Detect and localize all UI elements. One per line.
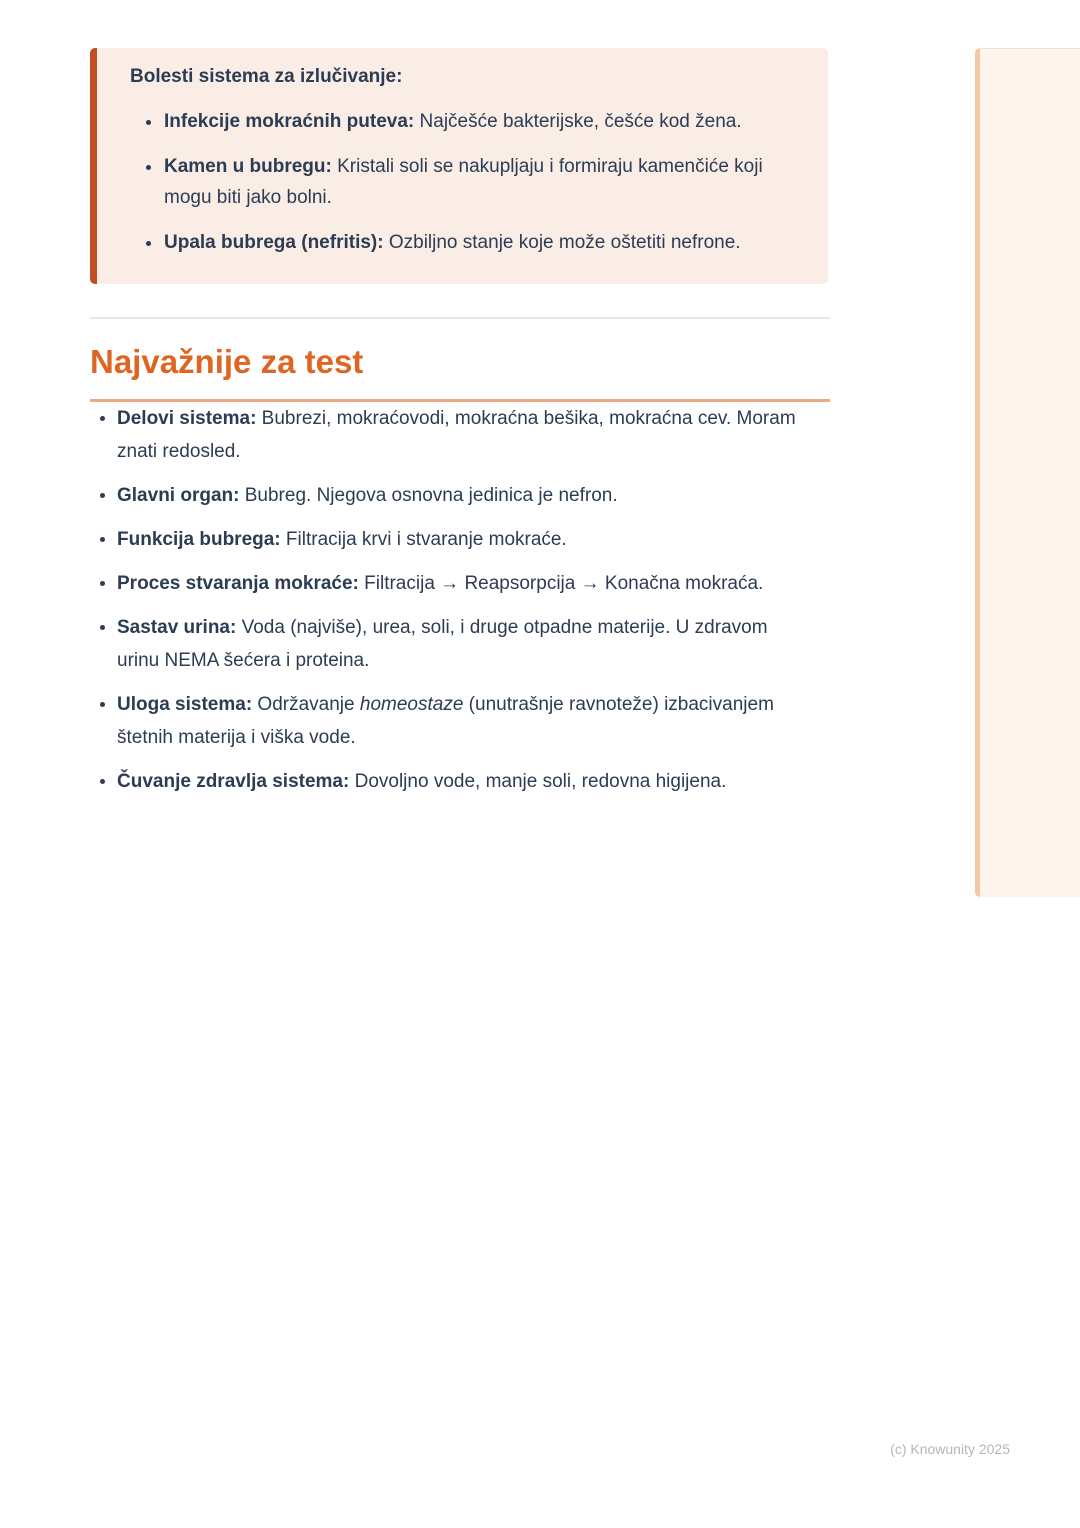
callout-item-body: Kristali soli se nakupljaju i formiraju kamenčiće koji mogu biti jako bolni. <box>164 156 763 208</box>
bullet-icon <box>100 581 105 586</box>
bullet-icon <box>100 779 105 784</box>
callout-title: Bolesti sistema za izlučivanje: <box>130 66 403 87</box>
callout-item-text <box>164 106 742 137</box>
copyright-text: (c) Knowunity 2025 <box>890 1441 1010 1457</box>
callout-item-term: Infekcije mokraćnih puteva: <box>164 111 415 132</box>
list-item <box>90 402 830 468</box>
callout-item-body: Ozbiljno stanje koje može oštetiti nefrone. <box>383 232 741 253</box>
list-item <box>90 765 830 798</box>
list-item-text <box>117 688 807 754</box>
callout-item <box>130 106 798 137</box>
bullet-icon <box>100 702 105 707</box>
list-item-body: Dovoljno vode, manje soli, redovna higijena. <box>349 771 727 792</box>
bullet-icon <box>100 493 105 498</box>
list-item <box>90 611 830 677</box>
list-item-body: Voda (najviše), urea, soli, i druge otpadne materije. U zdravom urinu NEMA šećera i proteina. <box>117 617 768 671</box>
list-item-body: Održavanje <box>252 694 360 715</box>
list-item-italic: homeostaze <box>359 694 464 715</box>
callout-item <box>130 227 798 258</box>
list-item <box>90 567 830 600</box>
callout-item-term: Kamen u bubregu: <box>164 156 332 177</box>
list-item-body: Bubreg. Njegova osnovna jedinica je nefron. <box>239 485 618 506</box>
callout-item-body: Najčešće bakterijske, češće kod žena. <box>414 111 742 132</box>
list-item-term: Delovi sistema: <box>117 408 257 429</box>
callout-list <box>130 106 798 258</box>
bullet-icon <box>146 120 151 125</box>
callout-box <box>90 48 828 284</box>
bullet-icon <box>100 416 105 421</box>
list-item-term: Proces stvaranja mokraće: <box>117 573 359 594</box>
keypoints-list <box>90 402 830 798</box>
list-item-term: Sastav urina: <box>117 617 237 638</box>
list-item-text <box>117 402 807 468</box>
list-item-text <box>117 567 763 600</box>
list-item <box>90 479 830 512</box>
bullet-icon <box>146 165 151 170</box>
list-item-text <box>117 765 726 798</box>
section-divider <box>90 317 830 319</box>
list-item-term: Funkcija bubrega: <box>117 529 281 550</box>
section-title: Najvažnije za test <box>90 343 364 380</box>
list-item-text <box>117 479 618 512</box>
list-item <box>90 523 830 556</box>
list-item-term: Čuvanje zdravlja sistema: <box>117 771 350 792</box>
page-content <box>90 0 830 809</box>
list-item-term: Uloga sistema: <box>117 694 253 715</box>
list-item <box>90 688 830 754</box>
list-item-body: Bubrezi, mokraćovodi, mokraćna bešika, mokraćna cev. Moram znati redosled. <box>117 408 796 462</box>
list-item-body: Filtracija → Reapsorpcija → Konačna mokraća. <box>358 573 764 594</box>
callout-item <box>130 151 798 213</box>
callout-item-term: Upala bubrega (nefritis): <box>164 232 384 253</box>
list-item-body: Filtracija krvi i stvaranje mokraće. <box>280 529 567 550</box>
list-item-text <box>117 523 567 556</box>
bullet-icon <box>146 241 151 246</box>
callout-item-text <box>164 151 794 213</box>
list-item-rest: (unutrašnje ravnoteže) izbacivanjem štetnih materija i viška vode. <box>117 694 774 748</box>
bullet-icon <box>100 625 105 630</box>
right-margin-strip <box>975 48 1080 897</box>
callout-item-text <box>164 227 741 258</box>
list-item-term: Glavni organ: <box>117 485 240 506</box>
bullet-icon <box>100 537 105 542</box>
list-item-text <box>117 611 807 677</box>
